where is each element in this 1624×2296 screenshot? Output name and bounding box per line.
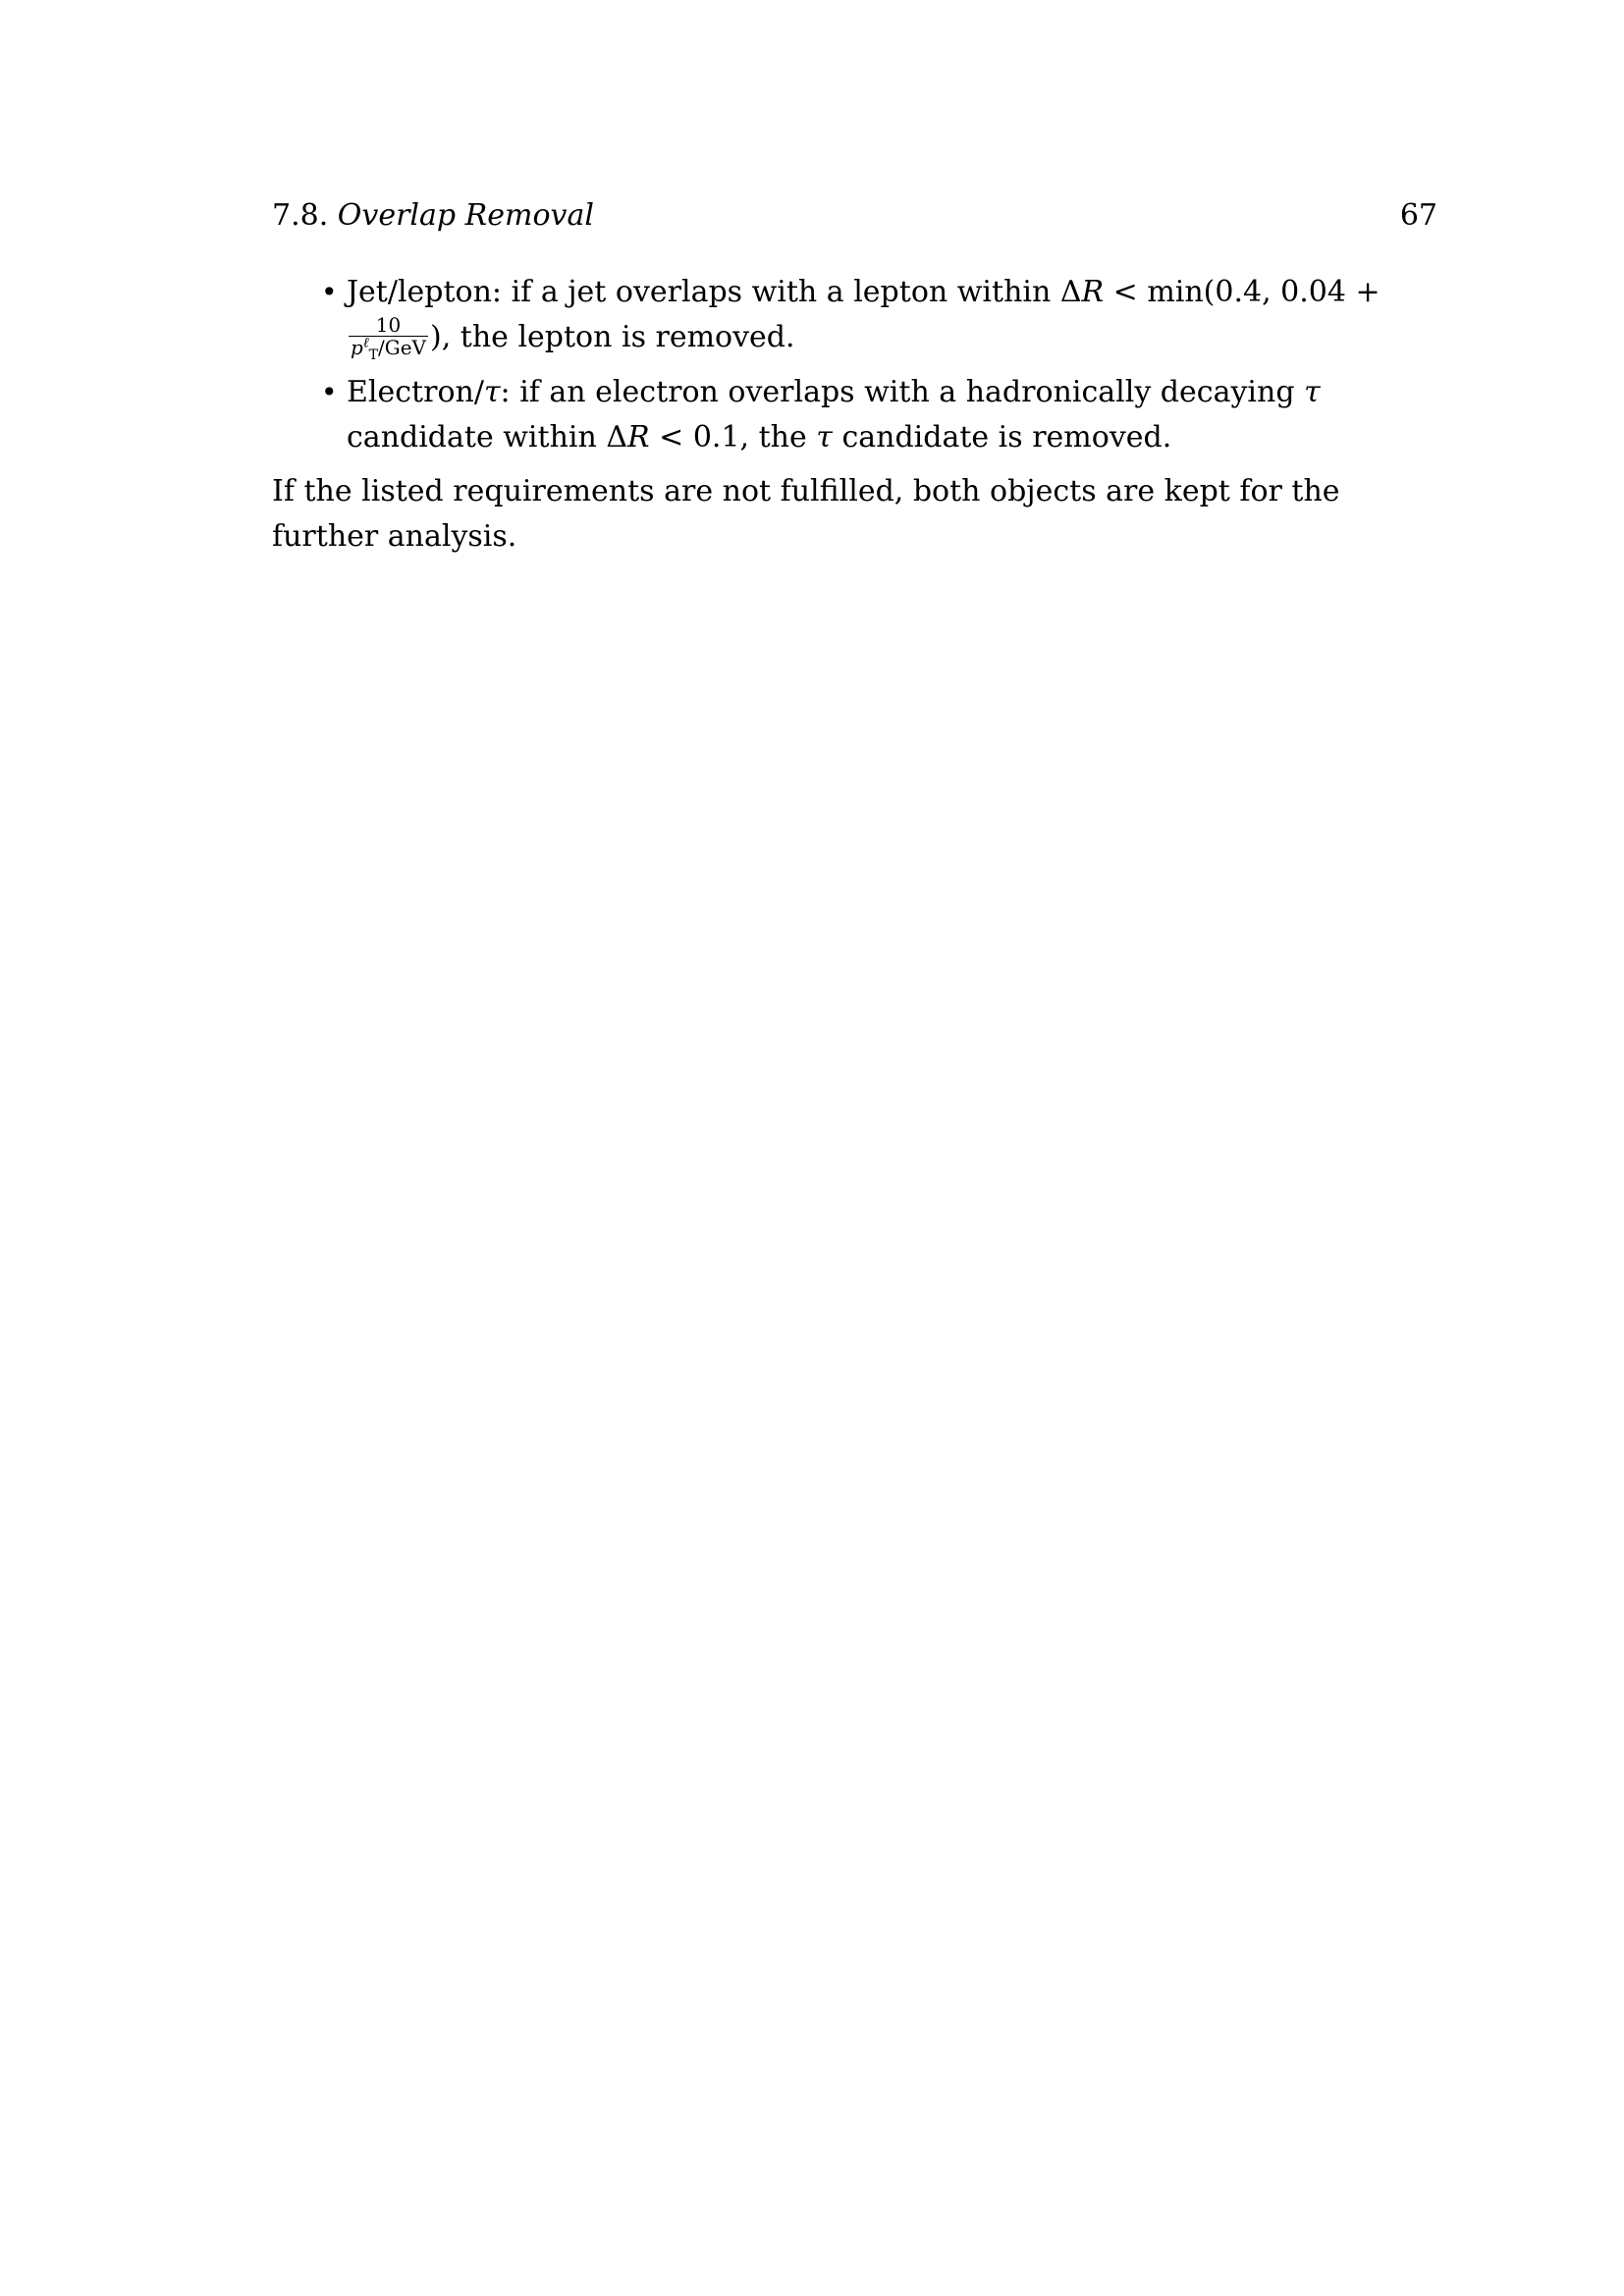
bullet-text-mid: candidate within	[347, 419, 607, 454]
section-number: 7.8.	[272, 198, 329, 233]
fraction	[349, 312, 428, 363]
delta-symbol: Δ	[1059, 275, 1082, 309]
page-number: 67	[1399, 198, 1437, 233]
math-variable-r: R	[1081, 275, 1105, 309]
subscript-t: T	[368, 347, 378, 363]
body-text	[272, 270, 1440, 560]
math-variable-tau: τ	[816, 419, 833, 454]
bullet-text-lead: Jet/lepton: if a jet overlaps with a lepton within	[347, 275, 1060, 309]
bullet-icon: •	[321, 375, 338, 408]
bullet-list	[272, 270, 1440, 460]
bullet-icon: •	[321, 276, 338, 308]
running-header	[272, 194, 1437, 238]
bullet-text-tail: ), the lepton is removed.	[430, 320, 795, 354]
math-variable-tau: τ	[483, 374, 501, 409]
fraction-denominator	[349, 334, 428, 363]
bullet-text-condition: < min(0.4, 0.04 +	[1104, 275, 1380, 309]
bullet-item-jet-lepton	[272, 270, 1440, 361]
fraction-unit: /GeV	[378, 335, 426, 359]
body-paragraph: If the listed requirements are not fulfilled, both objects are kept for the further analysis.	[272, 473, 1340, 554]
bullet-item-electron-tau	[272, 370, 1440, 460]
math-variable-r: R	[627, 419, 650, 454]
math-variable-p: p	[351, 335, 363, 359]
superscript-ell: ℓ	[362, 334, 369, 350]
bullet-text-lead: Electron/	[347, 374, 484, 409]
bullet-text-condition: < 0.1, the	[649, 419, 817, 454]
math-variable-tau: τ	[1304, 374, 1321, 409]
bullet-text-mid: : if an electron overlaps with a hadronically decaying	[500, 374, 1305, 409]
fraction-numerator: 10	[349, 314, 428, 337]
section-title: Overlap Removal	[337, 198, 594, 233]
bullet-text-tail: candidate is removed.	[832, 419, 1172, 454]
delta-symbol: Δ	[606, 419, 628, 454]
